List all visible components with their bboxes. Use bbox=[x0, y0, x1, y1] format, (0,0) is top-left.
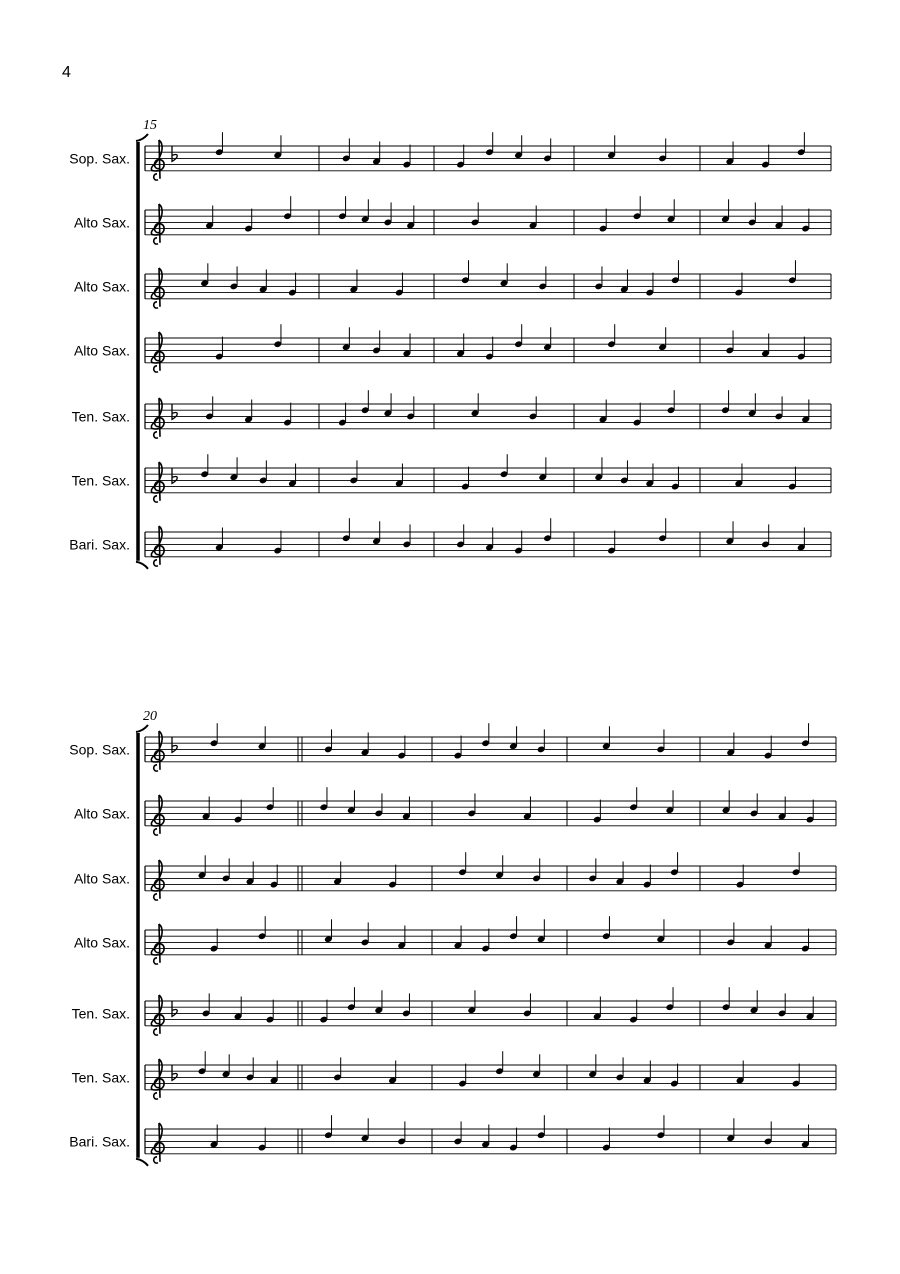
bracket-top-hook bbox=[136, 134, 148, 141]
instrument-name: Alto Sax. bbox=[73, 214, 130, 231]
staff-6 bbox=[72, 1059, 836, 1099]
instrument-name: Alto Sax. bbox=[73, 805, 130, 822]
staff-2 bbox=[74, 795, 836, 835]
instrument-name: Ten. Sax. bbox=[71, 1005, 130, 1022]
flat-icon bbox=[172, 737, 177, 752]
instrument-name: Alto Sax. bbox=[73, 870, 130, 887]
staff-5 bbox=[72, 995, 836, 1035]
flat-icon bbox=[172, 1065, 177, 1080]
staff-7 bbox=[69, 1123, 836, 1163]
staff-1 bbox=[69, 731, 836, 771]
flat-icon bbox=[172, 404, 177, 419]
flat-icon bbox=[172, 468, 177, 483]
staff-4 bbox=[74, 332, 831, 372]
system-1 bbox=[69, 118, 831, 569]
system-2 bbox=[69, 709, 836, 1166]
staff-3 bbox=[74, 860, 836, 900]
staff-7 bbox=[69, 526, 831, 566]
flat-icon bbox=[172, 146, 177, 161]
bracket-bottom-hook bbox=[136, 1159, 148, 1166]
bracket-bottom-hook bbox=[136, 562, 148, 569]
instrument-name: Bari. Sax. bbox=[69, 536, 130, 553]
staff-5 bbox=[72, 398, 831, 438]
staff-3 bbox=[74, 268, 831, 308]
staff-4 bbox=[74, 924, 836, 964]
instrument-name: Sop. Sax. bbox=[69, 150, 130, 167]
instrument-name: Ten. Sax. bbox=[71, 1069, 130, 1086]
instrument-name: Ten. Sax. bbox=[71, 408, 130, 425]
page-number: 4 bbox=[62, 64, 71, 81]
staff-2 bbox=[74, 204, 831, 244]
instrument-name: Alto Sax. bbox=[73, 342, 130, 359]
instrument-name: Alto Sax. bbox=[73, 934, 130, 951]
bracket-top-hook bbox=[136, 725, 148, 732]
instrument-name: Alto Sax. bbox=[73, 278, 130, 295]
staff-1 bbox=[69, 140, 831, 180]
instrument-name: Ten. Sax. bbox=[71, 472, 130, 489]
instrument-name: Bari. Sax. bbox=[69, 1133, 130, 1150]
staff-6 bbox=[72, 462, 831, 502]
measure-number: 15 bbox=[143, 118, 157, 133]
instrument-name: Sop. Sax. bbox=[69, 741, 130, 758]
measure-number: 20 bbox=[143, 709, 157, 724]
flat-icon bbox=[172, 1001, 177, 1016]
